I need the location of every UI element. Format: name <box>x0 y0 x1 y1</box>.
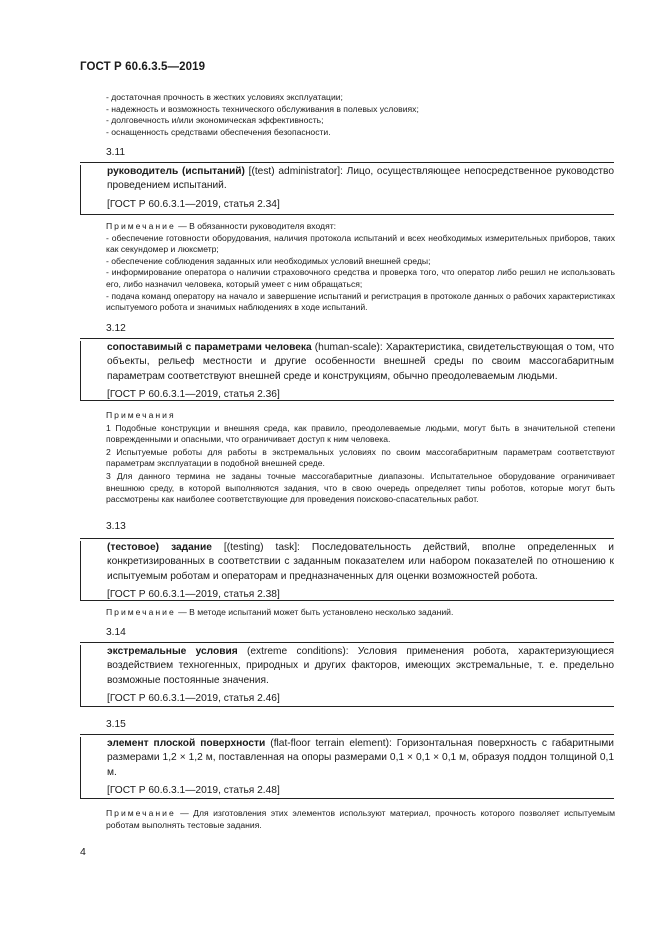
note-label: Примечание <box>106 808 176 818</box>
definition-top-rule <box>80 538 614 539</box>
list-item: - обеспечение соблюдения заданных или необходимых условий внешней среды; <box>106 255 431 266</box>
note-item: 1 Подобные конструкции и внешняя среда, как правило, преодолеваемые людьми, могут быть в значительной степени поврежденными и опасными, что ограничивает доступ к ним человека. <box>106 422 615 445</box>
list-item: - долговечность и/или экономическая эффективность; <box>106 115 324 126</box>
definition-box-3-13 <box>80 541 614 601</box>
list-item: - надежность и возможность технического обслуживания в полевых условиях; <box>106 103 419 114</box>
note-text: — Для изготовления этих элементов используют материал, прочность которого позволяет испытуемым роботам выполнять тестовые задания. <box>106 808 615 830</box>
list-item: - информирование оператора о наличии страховочного средства и проверка того, что оператор либо решил не использовать его, либо назначил человека, который умеет с ним обращаться; <box>106 267 615 289</box>
section-number: 3.15 <box>106 719 126 730</box>
definition-box-3-11 <box>80 165 614 215</box>
source-reference: [ГОСТ Р 60.6.3.1—2019, статья 2.34] <box>107 198 280 210</box>
definition-text: [(testing) task]: Последовательность действий, вполне определенных и конкретизированных в соответствии с заданным показателем или набором показателей по отношению к испытуемым роботам и операторам и предназначенных для оценки возможностей робота. <box>107 542 614 582</box>
list-item: - подача команд оператору на начало и завершение испытаний и регистрация в протоколе данных о рабочих характеристиках испытуемого робота и значимых наблюдениях в ходе испытаний. <box>106 290 615 313</box>
note-text: — В методе испытаний может быть установлено несколько заданий. <box>175 607 454 617</box>
term: (тестовое) задание <box>107 542 212 553</box>
definition-text: [(test) administrator]: Лицо, осуществляющее непосредственное руководство проведением испытаний. <box>107 166 615 192</box>
list-item: - достаточная прочность в жестких условиях эксплуатации; <box>106 92 343 102</box>
section-number: 3.14 <box>106 627 126 638</box>
note-3-13 <box>80 607 615 619</box>
source-reference: [ГОСТ Р 60.6.3.1—2019, статья 2.36] <box>107 389 280 401</box>
source-reference: [ГОСТ Р 60.6.3.1—2019, статья 2.38] <box>107 589 280 601</box>
note-label: Примечание <box>106 607 176 617</box>
section-number: 3.11 <box>106 147 126 158</box>
definition-top-rule <box>80 734 614 735</box>
list-item: - обеспечение готовности оборудования, наличия протокола испытаний и всех необходимых измерительных приборов, таких как секундомер и люксметр; <box>106 232 615 255</box>
term: сопоставимый с параметрами человека <box>107 342 312 353</box>
definition-top-rule <box>80 162 614 163</box>
term: экстремальные условия <box>107 646 238 657</box>
note-3-15 <box>80 808 615 831</box>
definition-text: (extreme conditions): Условия применения робота, характеризующиеся воздействием техногенных, природных и других факторов, имеющих экстремальные, т. е. предельно возможные постоянные значения. <box>107 646 614 686</box>
term: руководитель (испытаний) <box>107 166 245 177</box>
notes-label: Примечания <box>106 410 176 420</box>
note-3-11 <box>80 221 615 314</box>
notes-3-12 <box>80 410 615 506</box>
document-header: ГОСТ Р 60.6.3.5—2019 <box>80 61 206 73</box>
definition-top-rule <box>80 642 614 643</box>
definition-top-rule <box>80 338 614 339</box>
note-item: 2 Испытуемые роботы для работы в экстремальных условиях по своим массогабаритным параметрам соответствуют параметрам эксплуатации в подобной внешней среде. <box>106 446 615 469</box>
definition-box-3-12 <box>80 341 614 401</box>
definition-text: (flat-floor terrain element): Горизонтальная поверхность с габаритными размерами 1,2 × 1,2 м, поставленная на опоры размерами 0,1 × 0,1 × 0,1 м, образуя поддон толщиной 0,1 м. <box>107 738 615 778</box>
source-reference: [ГОСТ Р 60.6.3.1—2019, статья 2.46] <box>107 693 280 705</box>
note-item: 3 Для данного термина не заданы точные массогабаритные диапазоны. Испытательное оборудование ограничивает внешнюю среду, в которой выполняются задания, что в свою очередь определяет типы роботов, которые могут быть рассмотрены как наиболее соответствующие для проведения поисково-спасательных работ. <box>106 470 615 505</box>
note-text: — В обязанности руководителя входят: <box>175 221 337 231</box>
top-list <box>80 92 615 138</box>
definition-box-3-14 <box>80 645 614 707</box>
section-number: 3.12 <box>106 323 126 334</box>
term: элемент плоской поверхности <box>107 738 266 749</box>
source-reference: [ГОСТ Р 60.6.3.1—2019, статья 2.48] <box>107 785 280 797</box>
list-item: - оснащенность средствами обеспечения безопасности. <box>106 126 331 137</box>
definition-box-3-15 <box>80 737 614 799</box>
note-label: Примечание <box>106 221 176 231</box>
definition-text: (human-scale): Характеристика, свидетельствующая о том, что объекты, рельеф местности и другие особенности внешней среды по своим массогабаритным параметрам соответствуют внешней среде и конструкциям, обычно преодолеваемым людьми. <box>107 342 614 382</box>
page-number: 4 <box>80 846 86 858</box>
section-number: 3.13 <box>106 521 126 532</box>
